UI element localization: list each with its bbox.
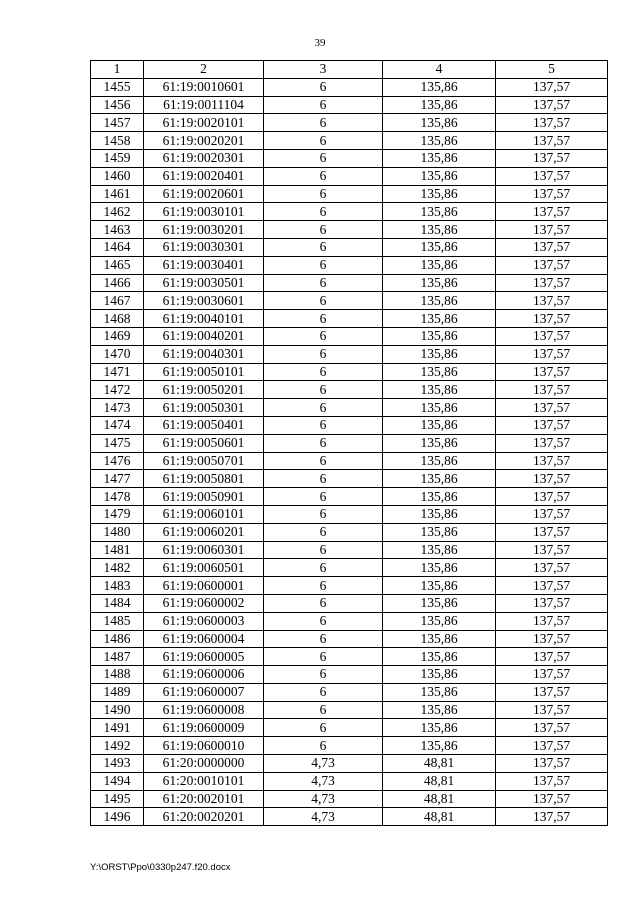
cadastral-code-cell: 61:19:0060501 <box>144 559 264 577</box>
value-cell: 137,57 <box>496 452 608 470</box>
value-cell: 135,86 <box>383 132 496 150</box>
row-number-cell: 1463 <box>91 221 144 239</box>
value-cell: 135,86 <box>383 666 496 684</box>
value-cell: 6 <box>264 594 383 612</box>
row-number-cell: 1465 <box>91 256 144 274</box>
value-cell: 4,73 <box>264 790 383 808</box>
table-row <box>91 701 608 719</box>
cadastral-code-cell: 61:19:0040201 <box>144 327 264 345</box>
table-row <box>91 470 608 488</box>
row-number-cell: 1478 <box>91 488 144 506</box>
row-number-cell: 1489 <box>91 683 144 701</box>
value-cell: 135,86 <box>383 559 496 577</box>
value-cell: 6 <box>264 238 383 256</box>
value-cell: 137,57 <box>496 221 608 239</box>
value-cell: 135,86 <box>383 470 496 488</box>
table-row <box>91 808 608 826</box>
row-number-cell: 1494 <box>91 772 144 790</box>
table-row <box>91 612 608 630</box>
row-number-cell: 1457 <box>91 114 144 132</box>
cadastral-code-cell: 61:20:0000000 <box>144 755 264 773</box>
value-cell: 48,81 <box>383 755 496 773</box>
value-cell: 4,73 <box>264 808 383 826</box>
row-number-cell: 1476 <box>91 452 144 470</box>
value-cell: 137,57 <box>496 274 608 292</box>
row-number-cell: 1474 <box>91 416 144 434</box>
value-cell: 135,86 <box>383 345 496 363</box>
value-cell: 137,57 <box>496 808 608 826</box>
value-cell: 135,86 <box>383 203 496 221</box>
row-number-cell: 1462 <box>91 203 144 221</box>
value-cell: 6 <box>264 470 383 488</box>
column-header-5: 5 <box>496 61 608 79</box>
row-number-cell: 1467 <box>91 292 144 310</box>
value-cell: 137,57 <box>496 434 608 452</box>
value-cell: 4,73 <box>264 755 383 773</box>
cadastral-code-cell: 61:19:0050801 <box>144 470 264 488</box>
value-cell: 6 <box>264 612 383 630</box>
table-body <box>91 78 608 825</box>
cadastral-code-cell: 61:19:0060201 <box>144 523 264 541</box>
value-cell: 135,86 <box>383 185 496 203</box>
row-number-cell: 1491 <box>91 719 144 737</box>
table-row <box>91 345 608 363</box>
row-number-cell: 1488 <box>91 666 144 684</box>
row-number-cell: 1459 <box>91 149 144 167</box>
value-cell: 135,86 <box>383 683 496 701</box>
value-cell: 6 <box>264 345 383 363</box>
value-cell: 6 <box>264 381 383 399</box>
row-number-cell: 1492 <box>91 737 144 755</box>
value-cell: 135,86 <box>383 310 496 328</box>
value-cell: 135,86 <box>383 167 496 185</box>
value-cell: 135,86 <box>383 648 496 666</box>
value-cell: 137,57 <box>496 238 608 256</box>
value-cell: 137,57 <box>496 363 608 381</box>
row-number-cell: 1469 <box>91 327 144 345</box>
cadastral-code-cell: 61:19:0050201 <box>144 381 264 399</box>
value-cell: 137,57 <box>496 648 608 666</box>
row-number-cell: 1479 <box>91 505 144 523</box>
row-number-cell: 1495 <box>91 790 144 808</box>
value-cell: 135,86 <box>383 612 496 630</box>
table-row <box>91 755 608 773</box>
value-cell: 6 <box>264 452 383 470</box>
value-cell: 6 <box>264 559 383 577</box>
cadastral-code-cell: 61:19:0050601 <box>144 434 264 452</box>
value-cell: 137,57 <box>496 345 608 363</box>
value-cell: 6 <box>264 203 383 221</box>
cadastral-code-cell: 61:19:0050401 <box>144 416 264 434</box>
value-cell: 135,86 <box>383 488 496 506</box>
table-row <box>91 683 608 701</box>
value-cell: 135,86 <box>383 434 496 452</box>
value-cell: 137,57 <box>496 612 608 630</box>
value-cell: 137,57 <box>496 719 608 737</box>
table-row <box>91 256 608 274</box>
value-cell: 135,86 <box>383 381 496 399</box>
row-number-cell: 1471 <box>91 363 144 381</box>
table-row <box>91 737 608 755</box>
row-number-cell: 1483 <box>91 577 144 595</box>
value-cell: 6 <box>264 114 383 132</box>
value-cell: 6 <box>264 488 383 506</box>
value-cell: 137,57 <box>496 755 608 773</box>
value-cell: 137,57 <box>496 167 608 185</box>
value-cell: 6 <box>264 434 383 452</box>
table-row <box>91 594 608 612</box>
value-cell: 135,86 <box>383 701 496 719</box>
table-row <box>91 505 608 523</box>
cadastral-code-cell: 61:19:0600006 <box>144 666 264 684</box>
value-cell: 137,57 <box>496 701 608 719</box>
row-number-cell: 1461 <box>91 185 144 203</box>
value-cell: 135,86 <box>383 630 496 648</box>
value-cell: 135,86 <box>383 238 496 256</box>
row-number-cell: 1470 <box>91 345 144 363</box>
cadastral-code-cell: 61:19:0030601 <box>144 292 264 310</box>
value-cell: 137,57 <box>496 149 608 167</box>
value-cell: 137,57 <box>496 559 608 577</box>
table-row <box>91 719 608 737</box>
value-cell: 6 <box>264 577 383 595</box>
column-header-4: 4 <box>383 61 496 79</box>
value-cell: 135,86 <box>383 523 496 541</box>
value-cell: 135,86 <box>383 416 496 434</box>
value-cell: 6 <box>264 149 383 167</box>
value-cell: 6 <box>264 363 383 381</box>
row-number-cell: 1480 <box>91 523 144 541</box>
value-cell: 135,86 <box>383 292 496 310</box>
row-number-cell: 1475 <box>91 434 144 452</box>
value-cell: 137,57 <box>496 132 608 150</box>
value-cell: 135,86 <box>383 363 496 381</box>
table-row <box>91 381 608 399</box>
table-row <box>91 363 608 381</box>
value-cell: 137,57 <box>496 416 608 434</box>
value-cell: 135,86 <box>383 96 496 114</box>
row-number-cell: 1472 <box>91 381 144 399</box>
row-number-cell: 1490 <box>91 701 144 719</box>
table-row <box>91 488 608 506</box>
value-cell: 137,57 <box>496 541 608 559</box>
value-cell: 6 <box>264 737 383 755</box>
table-row <box>91 630 608 648</box>
value-cell: 137,57 <box>496 683 608 701</box>
value-cell: 6 <box>264 701 383 719</box>
cadastral-code-cell: 61:19:0020401 <box>144 167 264 185</box>
value-cell: 6 <box>264 96 383 114</box>
value-cell: 137,57 <box>496 577 608 595</box>
table-row <box>91 310 608 328</box>
value-cell: 135,86 <box>383 399 496 417</box>
value-cell: 6 <box>264 132 383 150</box>
table-row <box>91 221 608 239</box>
table-row <box>91 399 608 417</box>
cadastral-code-cell: 61:19:0040101 <box>144 310 264 328</box>
cadastral-code-cell: 61:19:0020601 <box>144 185 264 203</box>
value-cell: 6 <box>264 630 383 648</box>
table-row <box>91 132 608 150</box>
table-header <box>91 61 608 79</box>
table-row <box>91 78 608 96</box>
value-cell: 137,57 <box>496 523 608 541</box>
table-row <box>91 559 608 577</box>
row-number-cell: 1458 <box>91 132 144 150</box>
cadastral-code-cell: 61:19:0011104 <box>144 96 264 114</box>
cadastral-code-cell: 61:19:0020101 <box>144 114 264 132</box>
column-header-2: 2 <box>144 61 264 79</box>
cadastral-code-cell: 61:19:0060301 <box>144 541 264 559</box>
cadastral-code-cell: 61:19:0600002 <box>144 594 264 612</box>
cadastral-code-cell: 61:19:0030401 <box>144 256 264 274</box>
cadastral-code-cell: 61:19:0050301 <box>144 399 264 417</box>
cadastral-code-cell: 61:20:0020101 <box>144 790 264 808</box>
value-cell: 6 <box>264 666 383 684</box>
value-cell: 48,81 <box>383 790 496 808</box>
table-row <box>91 149 608 167</box>
row-number-cell: 1468 <box>91 310 144 328</box>
row-number-cell: 1481 <box>91 541 144 559</box>
cadastral-code-cell: 61:19:0030501 <box>144 274 264 292</box>
value-cell: 137,57 <box>496 310 608 328</box>
table-row <box>91 523 608 541</box>
value-cell: 137,57 <box>496 790 608 808</box>
value-cell: 6 <box>264 505 383 523</box>
row-number-cell: 1487 <box>91 648 144 666</box>
row-number-cell: 1455 <box>91 78 144 96</box>
cadastral-code-cell: 61:19:0600010 <box>144 737 264 755</box>
cadastral-code-cell: 61:19:0020301 <box>144 149 264 167</box>
table-row <box>91 434 608 452</box>
value-cell: 48,81 <box>383 808 496 826</box>
footer-file-path: Y:\ORST\Ppo\0330p247.f20.docx <box>90 862 231 873</box>
value-cell: 137,57 <box>496 185 608 203</box>
cadastral-code-cell: 61:19:0050901 <box>144 488 264 506</box>
value-cell: 6 <box>264 310 383 328</box>
cadastral-code-cell: 61:19:0060101 <box>144 505 264 523</box>
value-cell: 6 <box>264 292 383 310</box>
row-number-cell: 1473 <box>91 399 144 417</box>
row-number-cell: 1486 <box>91 630 144 648</box>
table-row <box>91 648 608 666</box>
data-table <box>90 60 608 826</box>
header-row <box>91 61 608 79</box>
value-cell: 135,86 <box>383 505 496 523</box>
value-cell: 6 <box>264 523 383 541</box>
value-cell: 135,86 <box>383 452 496 470</box>
table-row <box>91 292 608 310</box>
cadastral-code-cell: 61:19:0050101 <box>144 363 264 381</box>
value-cell: 6 <box>264 327 383 345</box>
value-cell: 137,57 <box>496 96 608 114</box>
table-row <box>91 452 608 470</box>
value-cell: 137,57 <box>496 399 608 417</box>
row-number-cell: 1456 <box>91 96 144 114</box>
row-number-cell: 1460 <box>91 167 144 185</box>
cadastral-code-cell: 61:19:0600009 <box>144 719 264 737</box>
value-cell: 6 <box>264 416 383 434</box>
row-number-cell: 1464 <box>91 238 144 256</box>
table-row <box>91 772 608 790</box>
row-number-cell: 1477 <box>91 470 144 488</box>
value-cell: 6 <box>264 167 383 185</box>
cadastral-code-cell: 61:19:0040301 <box>144 345 264 363</box>
value-cell: 6 <box>264 221 383 239</box>
value-cell: 135,86 <box>383 78 496 96</box>
value-cell: 48,81 <box>383 772 496 790</box>
value-cell: 135,86 <box>383 149 496 167</box>
value-cell: 6 <box>264 648 383 666</box>
value-cell: 137,57 <box>496 666 608 684</box>
value-cell: 137,57 <box>496 470 608 488</box>
cadastral-code-cell: 61:19:0600005 <box>144 648 264 666</box>
cadastral-code-cell: 61:19:0030301 <box>144 238 264 256</box>
value-cell: 135,86 <box>383 327 496 345</box>
value-cell: 135,86 <box>383 114 496 132</box>
cadastral-code-cell: 61:19:0010601 <box>144 78 264 96</box>
value-cell: 135,86 <box>383 577 496 595</box>
value-cell: 6 <box>264 274 383 292</box>
value-cell: 135,86 <box>383 719 496 737</box>
value-cell: 135,86 <box>383 256 496 274</box>
row-number-cell: 1485 <box>91 612 144 630</box>
row-number-cell: 1493 <box>91 755 144 773</box>
cadastral-code-cell: 61:19:0600007 <box>144 683 264 701</box>
row-number-cell: 1466 <box>91 274 144 292</box>
table-row <box>91 327 608 345</box>
table-row <box>91 577 608 595</box>
value-cell: 137,57 <box>496 630 608 648</box>
page-number: 39 <box>314 37 326 49</box>
table-row <box>91 167 608 185</box>
value-cell: 137,57 <box>496 488 608 506</box>
value-cell: 135,86 <box>383 541 496 559</box>
value-cell: 135,86 <box>383 737 496 755</box>
cadastral-code-cell: 61:19:0600004 <box>144 630 264 648</box>
value-cell: 135,86 <box>383 221 496 239</box>
value-cell: 137,57 <box>496 256 608 274</box>
table-row <box>91 416 608 434</box>
table-row <box>91 238 608 256</box>
value-cell: 137,57 <box>496 594 608 612</box>
value-cell: 137,57 <box>496 78 608 96</box>
cadastral-code-cell: 61:19:0600001 <box>144 577 264 595</box>
cadastral-code-cell: 61:19:0600008 <box>144 701 264 719</box>
cadastral-code-cell: 61:19:0030201 <box>144 221 264 239</box>
value-cell: 137,57 <box>496 737 608 755</box>
value-cell: 6 <box>264 399 383 417</box>
cadastral-code-cell: 61:19:0020201 <box>144 132 264 150</box>
cadastral-code-cell: 61:20:0010101 <box>144 772 264 790</box>
row-number-cell: 1484 <box>91 594 144 612</box>
row-number-cell: 1496 <box>91 808 144 826</box>
column-header-3: 3 <box>264 61 383 79</box>
value-cell: 6 <box>264 256 383 274</box>
value-cell: 137,57 <box>496 292 608 310</box>
column-header-1: 1 <box>91 61 144 79</box>
value-cell: 137,57 <box>496 381 608 399</box>
table-row <box>91 185 608 203</box>
table-row <box>91 790 608 808</box>
cadastral-code-cell: 61:19:0050701 <box>144 452 264 470</box>
cadastral-code-cell: 61:20:0020201 <box>144 808 264 826</box>
table-row <box>91 96 608 114</box>
value-cell: 135,86 <box>383 594 496 612</box>
value-cell: 135,86 <box>383 274 496 292</box>
table-row <box>91 114 608 132</box>
table-row <box>91 203 608 221</box>
value-cell: 6 <box>264 683 383 701</box>
table-row <box>91 541 608 559</box>
row-number-cell: 1482 <box>91 559 144 577</box>
cadastral-code-cell: 61:19:0030101 <box>144 203 264 221</box>
value-cell: 137,57 <box>496 772 608 790</box>
table-row <box>91 274 608 292</box>
value-cell: 137,57 <box>496 203 608 221</box>
value-cell: 6 <box>264 719 383 737</box>
cadastral-code-cell: 61:19:0600003 <box>144 612 264 630</box>
value-cell: 6 <box>264 185 383 203</box>
value-cell: 6 <box>264 541 383 559</box>
table-row <box>91 666 608 684</box>
value-cell: 137,57 <box>496 327 608 345</box>
value-cell: 137,57 <box>496 114 608 132</box>
value-cell: 6 <box>264 78 383 96</box>
value-cell: 137,57 <box>496 505 608 523</box>
value-cell: 4,73 <box>264 772 383 790</box>
